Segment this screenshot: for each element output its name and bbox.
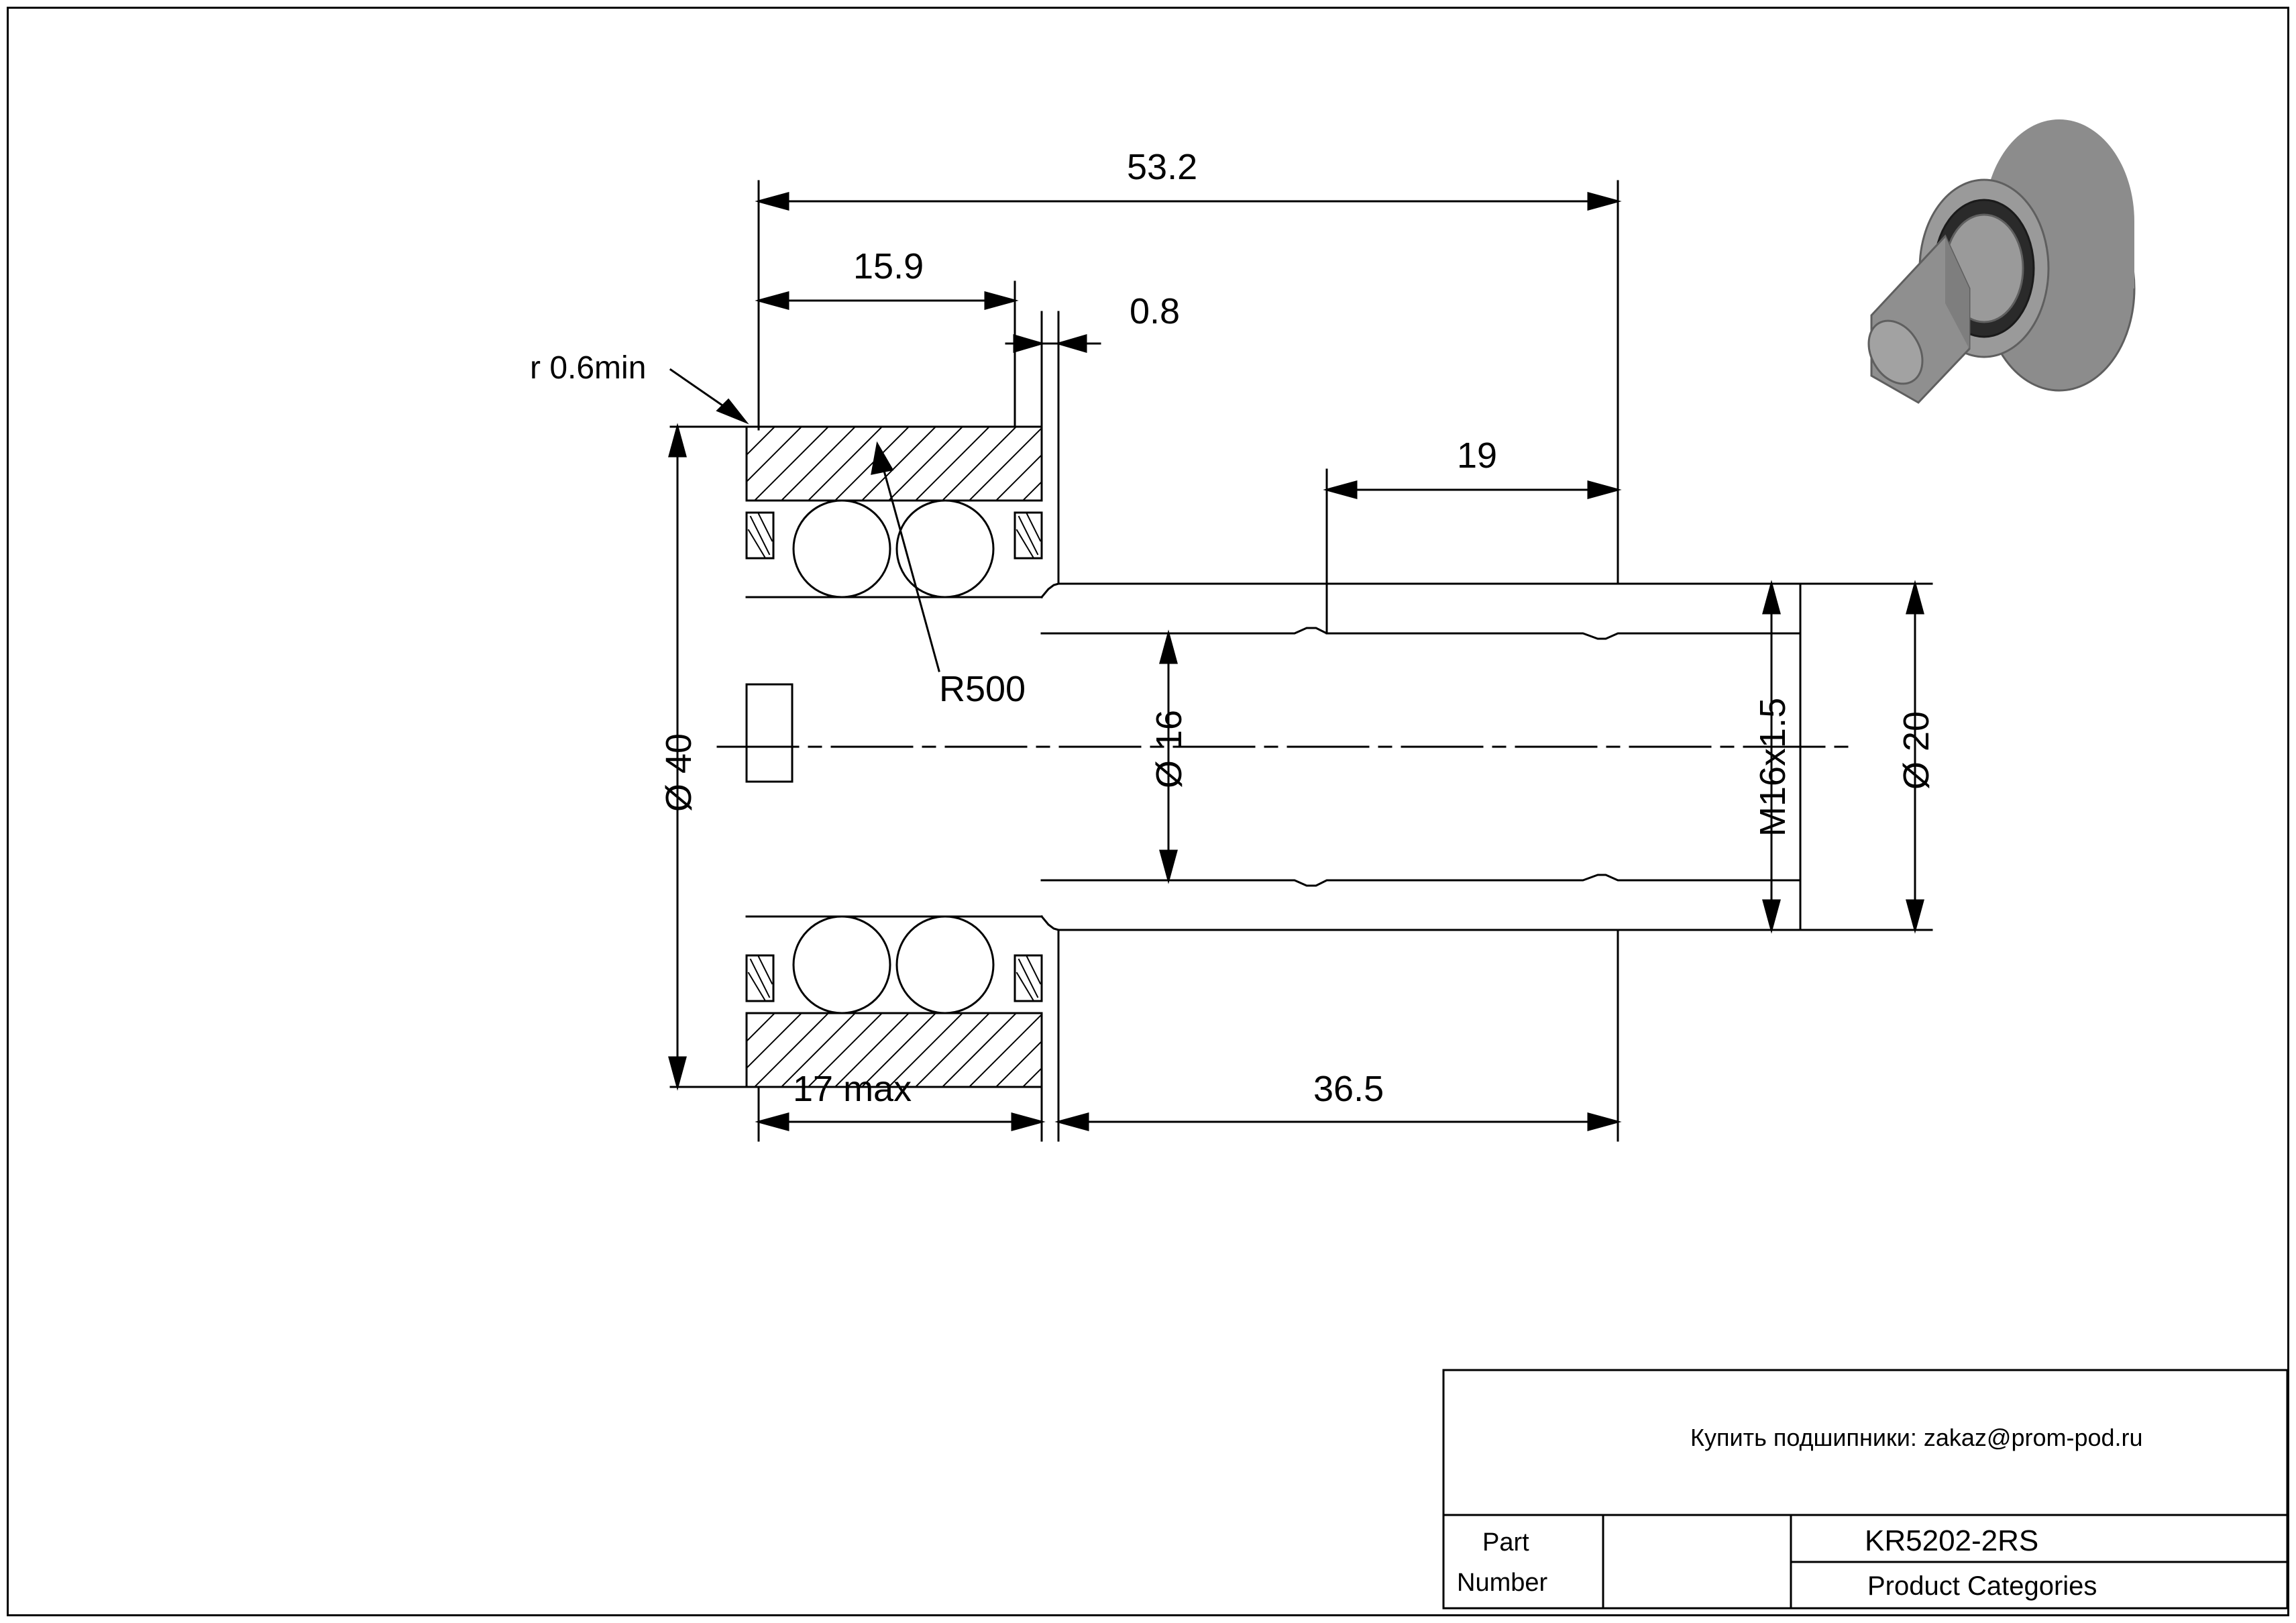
dim-label-53-2: 53.2 <box>1127 147 1198 187</box>
dim-label-0-8: 0.8 <box>1130 291 1181 331</box>
titleblock-categories: Product Categories <box>1867 1571 2097 1601</box>
titleblock-contact: Купить подшипники: zakaz@prom-pod.ru <box>1690 1424 2143 1451</box>
dim-label-15-9: 15.9 <box>853 246 924 286</box>
dim-label-17-max: 17 max <box>793 1069 912 1109</box>
dim-label-19: 19 <box>1457 435 1498 476</box>
titleblock-part-number: KR5202-2RS <box>1865 1524 2039 1557</box>
titleblock-part-label-1: Part <box>1482 1528 1529 1557</box>
dim-label-r06min: r 0.6min <box>530 350 647 386</box>
dim-label-r500: R500 <box>939 669 1026 709</box>
dim-label-dia-16: Ø 16 <box>1149 709 1189 788</box>
dim-label-36-5: 36.5 <box>1313 1069 1384 1109</box>
dim-label-dia-20: Ø 20 <box>1896 711 1936 790</box>
titleblock-part-label-2: Number <box>1457 1569 1548 1597</box>
dim-label-dia-40: Ø 40 <box>659 733 699 812</box>
dim-label-m16x15: M16x1.5 <box>1753 697 1793 837</box>
